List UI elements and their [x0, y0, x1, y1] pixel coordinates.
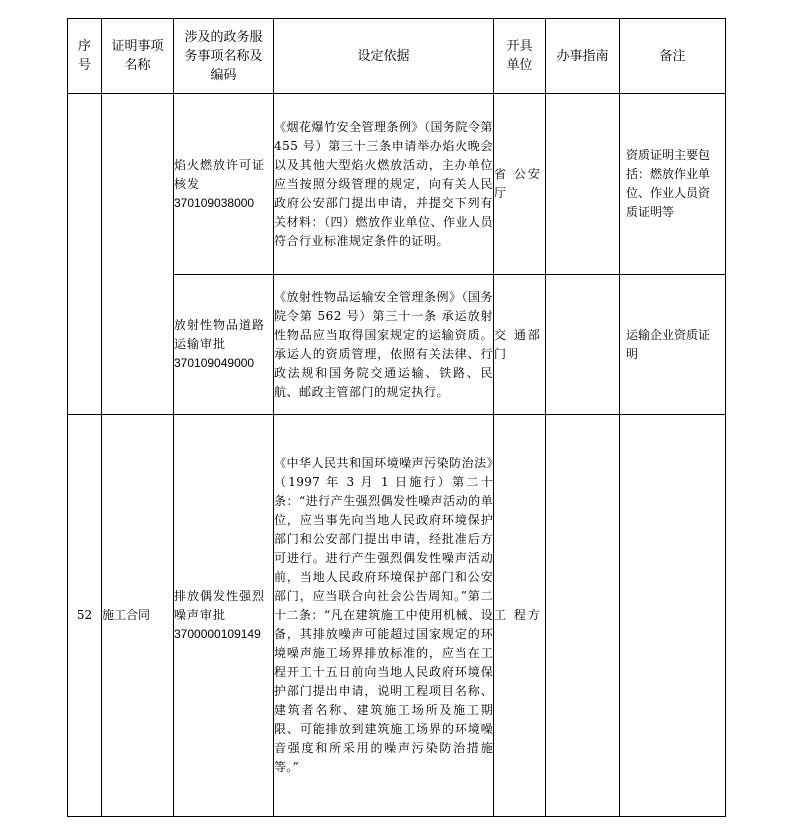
guide-cell: [546, 94, 620, 275]
cert-name-cell: 施工合同: [102, 415, 174, 817]
issuer-cell: 交 通部门: [494, 275, 546, 415]
service-item-cell: [174, 415, 274, 817]
remarks-cell: 资质证明主要包括：燃放作业单位、作业人员资质证明等: [620, 94, 726, 275]
remarks-cell: [620, 415, 726, 817]
table-row: [68, 415, 726, 817]
guide-cell: [546, 275, 620, 415]
basis-cell: 《放射性物品运输安全管理条例》（国务院令第 562 号）第三十一条 承运放射性物品应当取得国家规定的运输资质。承运人的资质管理，依照有关法律、行政法规和国务院交通运输、铁路、民航、邮政主管部门的规定执行。: [274, 275, 494, 415]
service-item-name: 焰火燃放许可证核发: [174, 157, 266, 191]
service-item-code: 370109038000: [174, 195, 255, 210]
header-seq: 序号: [68, 19, 102, 94]
header-guide: 办事指南: [546, 19, 620, 94]
service-item-cell: [174, 94, 274, 275]
header-service-item: 涉及的政务服务事项名称及编码: [174, 19, 274, 94]
guide-cell: [546, 415, 620, 817]
cert-name-cell: [102, 94, 174, 415]
header-cert-name: 证明事项名称: [102, 19, 174, 94]
seq-cell: [68, 94, 102, 415]
header-basis: 设定依据: [274, 19, 494, 94]
header-row: [68, 19, 726, 94]
service-item-cell: [174, 275, 274, 415]
service-item-code: 370109049000: [174, 356, 255, 370]
service-item-code: 3700000109149: [174, 627, 261, 641]
basis-cell: 《中华人民共和国环境噪声污染防治法》（1997 年 3 月 1 日施行）第二十条：“进行产生强烈偶发性噪声活动的单位，应当事先向当地人民政府环境保护部门和公安部门提出申请，经批准后方可进行。进行产生强烈偶发性噪声活动前，当地人民政府环境保护部门和公安部门，应当联合向社会公告周知。”第二十二条：“凡在建筑施工中使用机械、设备，其排放噪声可能超过国家规定的环境噪声施工场界排放标准的，应当在工程开工十五日前向当地人民政府环境保护部门提出申请，说明工程项目名称、建筑者名称、建筑施工场所及施工期限、可能排放到建筑施工场界的环境噪音强度和所采用的噪声污染防治措施等。”: [274, 415, 494, 817]
header-remarks: 备注: [620, 19, 726, 94]
service-item-name: 排放偶发性强烈噪声审批: [174, 589, 266, 622]
certification-table: [67, 18, 726, 817]
basis-cell: 《烟花爆竹安全管理条例》（国务院令第 455 号）第三十三条申请举办焰火晚会以及其他大型焰火燃放活动，主办单位应当按照分级管理的规定，向有关人民政府公安部门提出申请，并提交下列有关材料：（四）燃放作业单位、作业人员符合行业标准规定条件的证明。: [274, 94, 494, 275]
remarks-cell: 运输企业资质证明: [620, 275, 726, 415]
seq-cell: 52: [68, 415, 102, 817]
service-item-name: 放射性物品道路运输审批: [174, 318, 266, 351]
issuer-cell: 工 程方: [494, 415, 546, 817]
header-issuer: 开具单位: [494, 19, 546, 94]
table-row: [68, 94, 726, 275]
issuer-cell: 省 公安厅: [494, 94, 546, 275]
